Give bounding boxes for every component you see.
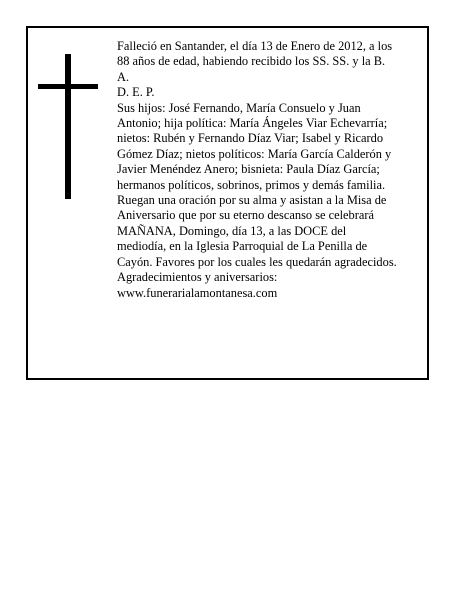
notice-line: Aniversario que por su eterno descanso se celebrará bbox=[117, 208, 374, 223]
notice-line: A. bbox=[117, 69, 130, 84]
rip-line: D. E. P. bbox=[117, 85, 155, 100]
notice-line: mediodía, en la Iglesia Parroquial de La Penilla de bbox=[117, 239, 368, 254]
notice-line: Cayón. Favores por los cuales les quedarán agradecidos. bbox=[117, 254, 397, 269]
notice-line: Antonio; hija política: María Ángeles Viar Echevarría; bbox=[117, 116, 388, 131]
cross-horizontal-bar bbox=[38, 84, 98, 89]
notice-text bbox=[117, 39, 423, 301]
website-line: www.funerarialamontanesa.com bbox=[117, 285, 278, 300]
notice-line: nietos: Rubén y Fernando Díaz Viar; Isabel y Ricardo bbox=[117, 131, 384, 146]
notice-line: hermanos políticos, sobrinos, primos y demás familia. bbox=[117, 177, 386, 192]
cross-vertical-bar bbox=[65, 54, 71, 199]
cross-icon bbox=[38, 54, 98, 199]
notice-line: 88 años de edad, habiendo recibido los SS. SS. y la B. bbox=[117, 54, 386, 69]
notice-line: Ruegan una oración por su alma y asistan a la Misa de bbox=[117, 193, 387, 208]
notice-line: Sus hijos: José Fernando, María Consuelo y Juan bbox=[117, 100, 361, 115]
notice-line: MAÑANA, Domingo, día 13, a las DOCE del bbox=[117, 223, 347, 238]
obituary-notice bbox=[26, 26, 429, 380]
notice-line: Agradecimientos y aniversarios: bbox=[117, 270, 278, 285]
notice-line: Javier Menéndez Anero; bisnieta: Paula Díaz García; bbox=[117, 162, 380, 177]
notice-line: Falleció en Santander, el día 13 de Enero de 2012, a los bbox=[117, 39, 393, 53]
notice-line: Gómez Díaz; nietos políticos: María García Calderón y bbox=[117, 146, 392, 161]
